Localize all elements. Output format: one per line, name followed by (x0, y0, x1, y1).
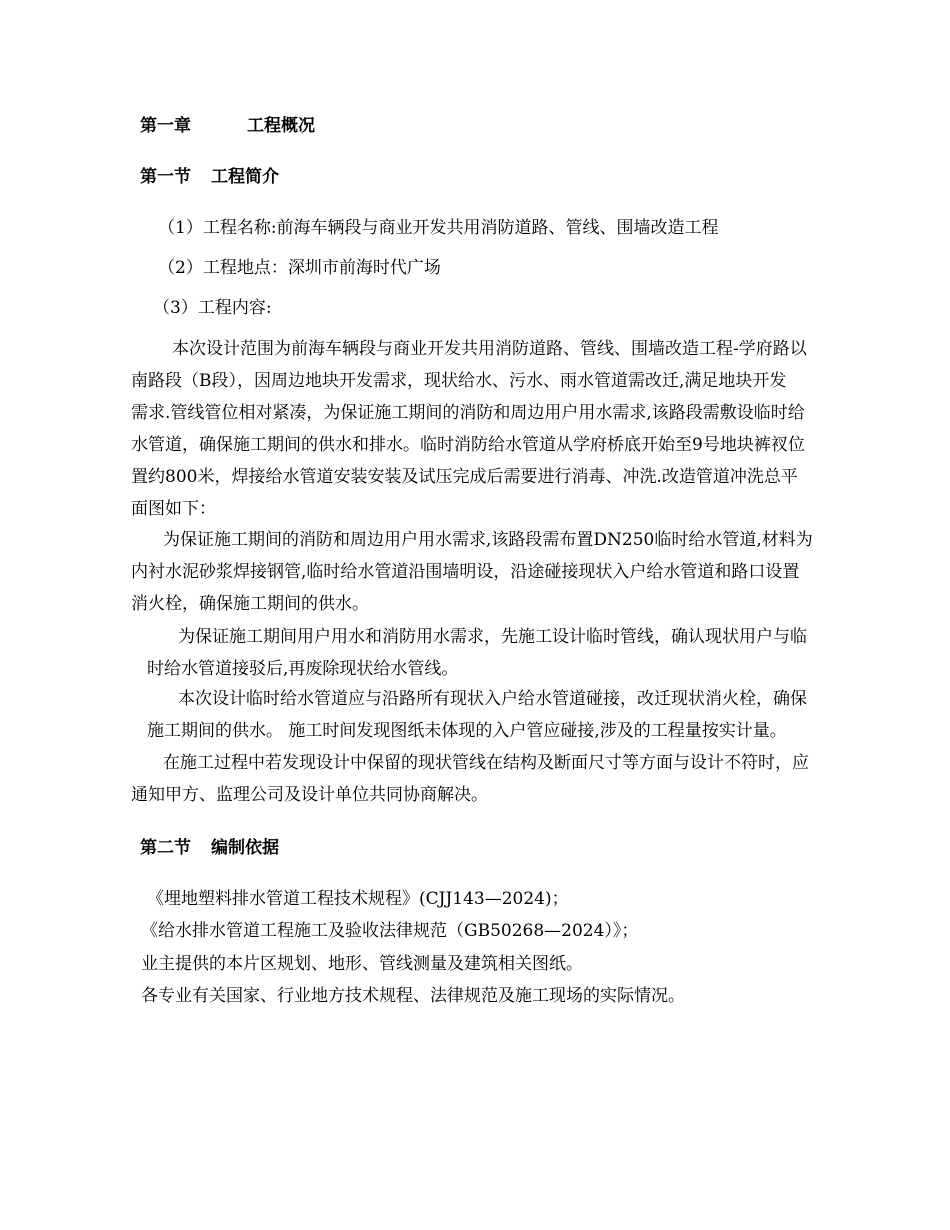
reference-item: 各专业有关国家、行业地方技术规程、法律规范及施工现场的实际情况。 (141, 986, 685, 1006)
section-title: 工程简介 (211, 167, 279, 187)
paragraph-line: 南路段（B段），因周边地块开发需求，现状给水、污水、雨水管道需改迁,满足地块开发 (131, 371, 787, 391)
paragraph-line: 本次设计临时给水管道应与沿路所有现状入户给水管道碰接，改迁现状消火栓，确保 (178, 689, 807, 709)
paragraph-line: 消火栓，确保施工期间的供水。 (131, 594, 369, 614)
section-heading-1 (140, 167, 279, 187)
paragraph-line: 内衬水泥砂浆焊接钢管,临时给水管道沿围墙明设，沿途碰接现状入户给水管道和路口设置 (131, 562, 800, 582)
section-number: 第一节 (140, 167, 191, 187)
paragraph-line: 为保证施工期间的消防和周边用户用水需求,该路段需布置DN250临时给水管道,材料为 (163, 530, 813, 550)
project-content-item: （3）工程内容: (153, 298, 272, 318)
section-title: 编制依据 (211, 838, 279, 858)
chapter-number: 第一章 (140, 116, 191, 136)
project-name-item: （1）工程名称:前海车辆段与商业开发共用消防道路、管线、围墙改造工程 (158, 218, 719, 238)
paragraph-line: 置约800米，焊接给水管道安装安装及试压完成后需要进行消毒、冲洗.改造管道冲洗总平 (131, 467, 798, 487)
section-heading-2 (140, 838, 279, 858)
paragraph-line: 面图如下： (131, 499, 216, 519)
reference-item: 《给水排水管道工程施工及验收法律规范（GB50268—2024）》； (141, 921, 639, 941)
section-number: 第二节 (140, 838, 191, 858)
paragraph-line: 本次设计范围为前海车辆段与商业开发共用消防道路、管线、围墙改造工程-学府路以 (172, 339, 807, 359)
chapter-heading (140, 116, 315, 136)
chapter-title: 工程概况 (247, 116, 315, 136)
paragraph-line: 通知甲方、监理公司及设计单位共同协商解决。 (131, 785, 488, 805)
paragraph-line: 在施工过程中若发现设计中保留的现状管线在结构及断面尺寸等方面与设计不符时，应 (163, 753, 809, 773)
paragraph-line: 为保证施工期间用户用水和消防用水需求，先施工设计临时管线，确认现状用户与临 (178, 627, 807, 647)
paragraph-line: 施工期间的供水。 施工时间发现图纸未体现的入户管应碰接,涉及的工程量按实计量。 (147, 721, 787, 741)
reference-item: 业主提供的本片区规划、地形、管线测量及建筑相关图纸。 (141, 954, 583, 974)
project-location-item: （2）工程地点：深圳市前海时代广场 (158, 258, 441, 278)
paragraph-line: 时给水管道接驳后,再废除现状给水管线。 (147, 659, 459, 679)
reference-item: 《埋地塑料排水管道工程技术规程》(CJJ143—2024)； (147, 889, 569, 909)
paragraph-line: 水管道，确保施工期间的供水和排水。临时消防给水管道从学府桥底开始至9号地块裤衩位 (131, 435, 805, 455)
paragraph-line: 需求.管线管位相对紧凑，为保证施工期间的消防和周边用户用水需求,该路段需敷设临时给 (131, 403, 805, 423)
